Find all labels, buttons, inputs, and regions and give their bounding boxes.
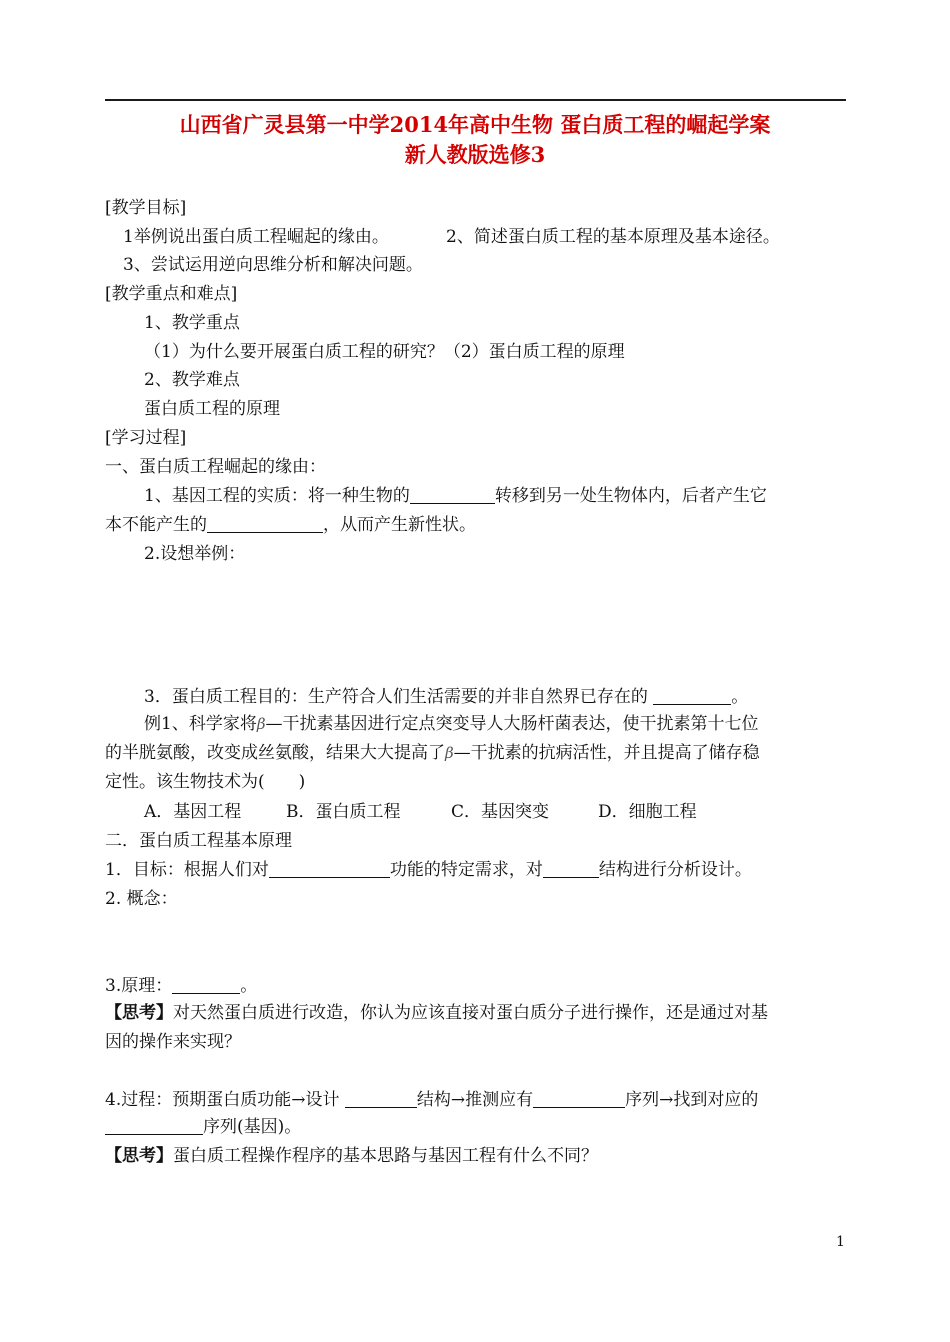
think-tag: 【思考】 [105, 1003, 173, 1023]
answer-blank[interactable] [543, 859, 599, 878]
principle-1-text-b: 功能的特定需求，对 [389, 860, 543, 880]
answer-blank[interactable] [533, 1089, 625, 1108]
think-2-text: 蛋白质工程操作程序的基本思路与基因工程有什么不同？ [173, 1146, 598, 1166]
answer-blank[interactable] [410, 485, 495, 504]
objective-2: 2、简述蛋白质工程的基本原理及基本途径。 [446, 227, 780, 247]
think-1-text-a: 对天然蛋白质进行改造，你认为应该直接对蛋白质分子进行操作，还是通过对基 [173, 1003, 768, 1023]
objectives-heading: [教学目标] [105, 198, 187, 218]
page-number: 1 [836, 1234, 845, 1250]
section2-title: 二．蛋白质工程基本原理 [105, 831, 292, 851]
header-rule [105, 99, 846, 101]
example-1-text-d: —干扰素的抗病活性，并且提高了储存稳 [453, 743, 760, 763]
difficulty-label: 2、教学难点 [144, 370, 240, 390]
document-title: 山西省广灵县第一中学2014年高中生物 蛋白质工程的崛起学案 [179, 112, 771, 137]
question-1-text-d: ，从而产生新性状。 [323, 515, 476, 535]
principle-4-line1 [105, 1087, 758, 1113]
example-1-line2 [105, 740, 760, 766]
think-2 [105, 1143, 598, 1169]
principle-2: 2. 概念： [105, 889, 178, 909]
principle-3 [105, 973, 257, 999]
question-1-text-c: 本不能产生的 [105, 515, 207, 535]
principle-3-text-a: 3.原理： [105, 976, 173, 996]
example-1-text-a: 例1、科学家将 [144, 714, 257, 734]
question-1-line2 [105, 512, 476, 538]
question-3 [144, 684, 748, 710]
example-1-line3: 定性。该生物技术为( ) [105, 772, 306, 792]
beta-symbol: β [256, 715, 266, 733]
process-heading: [学习过程] [105, 428, 187, 448]
example-1-line1 [144, 711, 759, 737]
beta-symbol: β [445, 744, 454, 762]
question-1-text-a: 1、基因工程的实质：将一种生物的 [144, 486, 410, 506]
principle-4-text-b: 结构→推测应有 [416, 1090, 534, 1110]
answer-blank[interactable] [345, 1089, 417, 1108]
document-subtitle: 新人教版选修3 [404, 142, 546, 167]
example-1-text-c: 的半胱氨酸，改变成丝氨酸，结果大大提高了 [105, 743, 445, 763]
principle-4-text-d: 序列(基因)。 [203, 1117, 302, 1137]
objective-1: 1举例说出蛋白质工程崛起的缘由。 [123, 227, 389, 247]
option-a: A．基因工程 [144, 802, 242, 822]
answer-blank[interactable] [653, 686, 731, 705]
focus-text: （1）为什么要开展蛋白质工程的研究？（2）蛋白质工程的原理 [144, 342, 625, 362]
principle-1-text-a: 1．目标：根据人们对 [105, 860, 269, 880]
principle-4-line2 [105, 1114, 301, 1140]
answer-blank[interactable] [172, 975, 240, 994]
example-1-text-b: —干扰素基因进行定点突变导人大肠杆菌表达，使干扰素第十七位 [265, 714, 759, 734]
objective-3: 3、尝试运用逆向思维分析和解决问题。 [123, 255, 423, 275]
question-1-text-b: 转移到另一处生物体内，后者产生它 [494, 486, 767, 506]
think-tag: 【思考】 [105, 1146, 173, 1166]
question-2: 2.设想举例： [144, 544, 246, 564]
option-c: C．基因突变 [451, 802, 550, 822]
principle-4-text-a: 4.过程：预期蛋白质功能→设计 [105, 1090, 340, 1110]
question-3-text-a: 3．蛋白质工程目的：生产符合人们生活需要的并非自然界已存在的 [144, 687, 648, 707]
principle-1-text-c: 结构进行分析设计。 [598, 860, 752, 880]
think-1-line1 [105, 1000, 768, 1026]
think-1-line2: 因的操作来实现？ [105, 1032, 241, 1052]
key-points-heading: [教学重点和难点] [105, 284, 238, 304]
option-d: D．细胞工程 [598, 802, 697, 822]
difficulty-text: 蛋白质工程的原理 [144, 399, 280, 419]
focus-label: 1、教学重点 [144, 313, 240, 333]
question-3-text-b: 。 [731, 687, 749, 707]
principle-1 [105, 857, 752, 883]
answer-blank[interactable] [105, 1116, 203, 1135]
answer-blank[interactable] [269, 859, 390, 878]
question-1-line1 [144, 483, 767, 509]
principle-4-text-c: 序列→找到对应的 [625, 1090, 759, 1110]
option-b: B．蛋白质工程 [286, 802, 401, 822]
section1-title: 一、蛋白质工程崛起的缘由： [105, 457, 326, 477]
principle-3-text-b: 。 [240, 976, 258, 996]
answer-blank[interactable] [207, 514, 323, 533]
